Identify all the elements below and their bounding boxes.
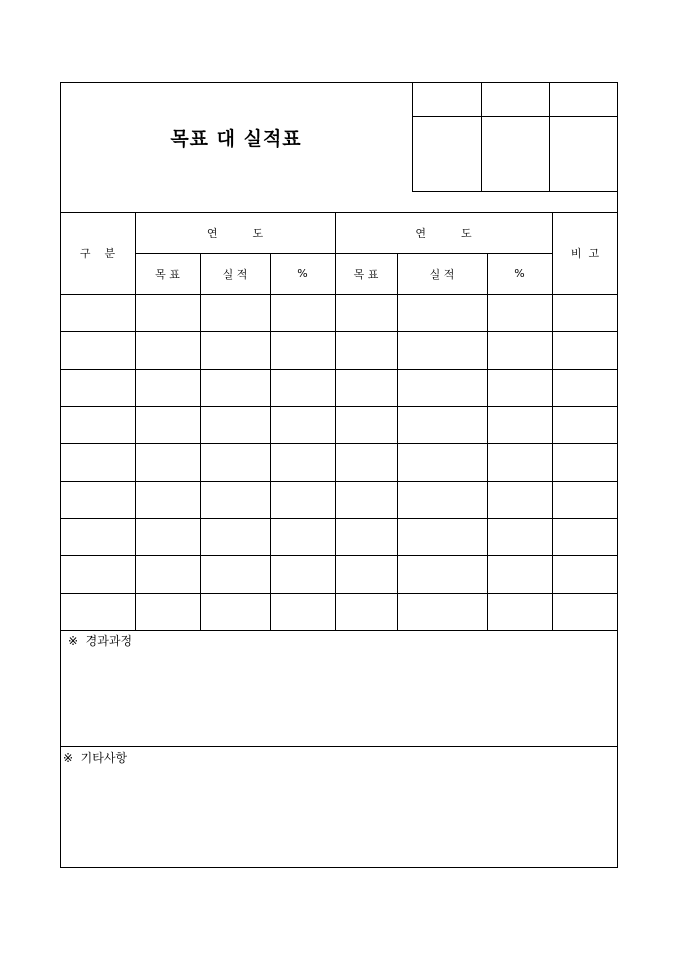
table-cell[interactable]	[336, 556, 397, 593]
subheader-actual: 실 적	[222, 267, 248, 281]
page-title	[60, 82, 412, 212]
approval-bottom-border	[412, 191, 618, 192]
table-cell[interactable]	[336, 519, 397, 555]
table-cell[interactable]	[271, 295, 335, 331]
table-cell[interactable]	[61, 295, 135, 331]
table-cell[interactable]	[336, 295, 397, 331]
table-cell[interactable]	[336, 332, 397, 369]
table-cell[interactable]	[61, 370, 135, 406]
table-cell[interactable]	[398, 295, 487, 331]
table-cell[interactable]	[336, 370, 397, 406]
table-cell[interactable]	[553, 407, 618, 443]
table-cell[interactable]	[61, 556, 135, 593]
table-cell[interactable]	[201, 519, 270, 555]
table-cell[interactable]	[61, 519, 135, 555]
table-cell[interactable]	[201, 444, 270, 481]
approval-divider-2	[549, 82, 550, 192]
table-cell[interactable]	[136, 370, 200, 406]
approval-header-line	[412, 116, 618, 117]
header-year-2: 연 도	[415, 226, 472, 240]
table-cell[interactable]	[201, 482, 270, 518]
subheader-target: 목 표	[155, 267, 180, 281]
table-cell[interactable]	[488, 444, 552, 481]
table-cell[interactable]	[271, 482, 335, 518]
subheader-percent: %	[297, 267, 308, 280]
table-cell[interactable]	[271, 370, 335, 406]
notes-divider-line	[60, 746, 618, 747]
header-remarks: 비 고	[570, 247, 600, 260]
table-cell[interactable]	[488, 594, 552, 630]
table-cell[interactable]	[61, 594, 135, 630]
table-cell[interactable]	[336, 482, 397, 518]
progress-notes-area[interactable]	[61, 650, 617, 745]
table-cell[interactable]	[136, 482, 200, 518]
subheader-percent: %	[514, 267, 525, 280]
table-cell[interactable]	[271, 594, 335, 630]
progress-notes-label: ※ 경과과정	[68, 634, 133, 648]
table-cell[interactable]	[136, 519, 200, 555]
table-cell[interactable]	[201, 407, 270, 443]
table-cell[interactable]	[488, 407, 552, 443]
table-cell[interactable]	[201, 370, 270, 406]
table-cell[interactable]	[553, 444, 618, 481]
header-year-1: 연 도	[206, 226, 264, 240]
table-cell[interactable]	[553, 556, 618, 593]
table-cell[interactable]	[136, 594, 200, 630]
table-cell[interactable]	[488, 332, 552, 369]
subheader-target: 목 표	[353, 267, 379, 281]
table-cell[interactable]	[336, 594, 397, 630]
table-cell[interactable]	[201, 556, 270, 593]
table-cell[interactable]	[488, 370, 552, 406]
other-notes-area[interactable]	[61, 767, 617, 866]
table-cell[interactable]	[488, 556, 552, 593]
table-cell[interactable]	[398, 444, 487, 481]
table-cell[interactable]	[336, 444, 397, 481]
table-cell[interactable]	[136, 407, 200, 443]
table-cell[interactable]	[553, 594, 618, 630]
table-cell[interactable]	[201, 594, 270, 630]
table-cell[interactable]	[136, 332, 200, 369]
approval-divider-1	[481, 82, 482, 192]
table-bottom-line	[60, 630, 618, 631]
table-cell[interactable]	[271, 519, 335, 555]
table-cell[interactable]	[271, 332, 335, 369]
table-cell[interactable]	[398, 556, 487, 593]
table-cell[interactable]	[271, 407, 335, 443]
subheader-actual: 실 적	[429, 267, 455, 281]
table-cell[interactable]	[201, 332, 270, 369]
table-cell[interactable]	[271, 444, 335, 481]
table-cell[interactable]	[61, 332, 135, 369]
table-cell[interactable]	[61, 444, 135, 481]
table-cell[interactable]	[136, 295, 200, 331]
table-cell[interactable]	[201, 295, 270, 331]
table-cell[interactable]	[336, 407, 397, 443]
header-category: 구 분	[79, 247, 116, 260]
table-cell[interactable]	[553, 295, 618, 331]
table-cell[interactable]	[398, 519, 487, 555]
table-cell[interactable]	[271, 556, 335, 593]
table-cell[interactable]	[136, 556, 200, 593]
title-text: 목표 대 실적표	[170, 127, 302, 150]
table-cell[interactable]	[61, 407, 135, 443]
other-notes-label: ※ 기타사항	[63, 751, 128, 765]
table-cell[interactable]	[553, 332, 618, 369]
table-cell[interactable]	[553, 519, 618, 555]
table-cell[interactable]	[398, 332, 487, 369]
table-cell[interactable]	[553, 482, 618, 518]
table-cell[interactable]	[61, 482, 135, 518]
table-cell[interactable]	[398, 370, 487, 406]
table-cell[interactable]	[488, 482, 552, 518]
table-cell[interactable]	[136, 444, 200, 481]
table-cell[interactable]	[488, 295, 552, 331]
approval-left-border	[412, 82, 413, 192]
table-cell[interactable]	[398, 407, 487, 443]
table-cell[interactable]	[553, 370, 618, 406]
table-cell[interactable]	[488, 519, 552, 555]
table-cell[interactable]	[398, 594, 487, 630]
table-cell[interactable]	[398, 482, 487, 518]
